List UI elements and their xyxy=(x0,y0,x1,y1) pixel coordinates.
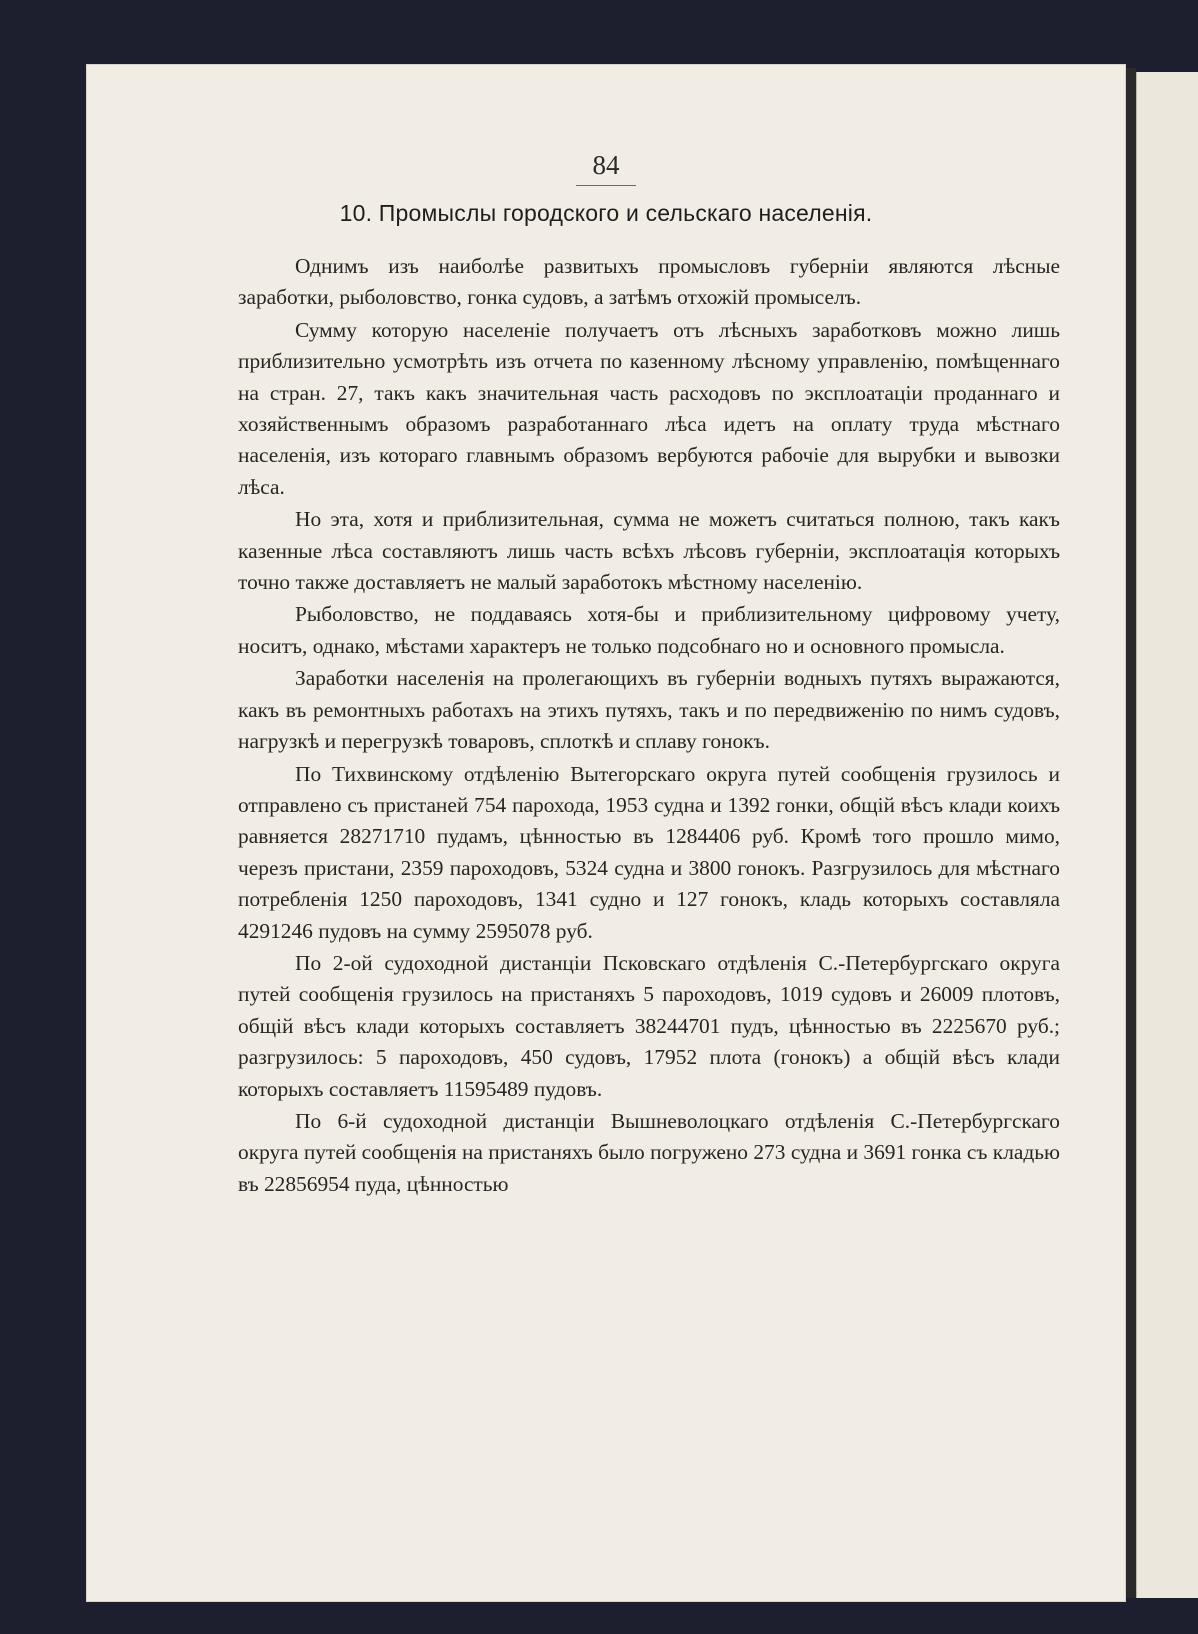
body-text xyxy=(238,251,1060,1200)
paragraph: Заработки населенія на пролегающихъ въ губерніи водныхъ путяхъ выражаются, какъ въ ремонтныхъ работахъ на этихъ путяхъ, такъ и по передвиженію по нимъ судовъ, нагрузкѣ и перегрузкѣ товаровъ, сплоткѣ и сплаву гонокъ. xyxy=(238,666,1060,754)
page-number-text: 84 xyxy=(592,150,620,180)
section-title: 10. Промыслы городского и сельскаго населенія. xyxy=(339,200,873,226)
book-spine-shadow xyxy=(1126,68,1136,1598)
paragraph: Рыболовство, не поддаваясь хотя-бы и приблизительному цифровому учету, носитъ, однако, мѣстами характеръ не только подсобнаго но и основного промысла. xyxy=(238,602,1060,658)
paragraph: Однимъ изъ наиболѣе развитыхъ промысловъ губерніи являются лѣсные заработки, рыболовство, гонка судовъ, а затѣмъ отхожій промыселъ. xyxy=(238,254,1060,310)
paragraph: Но эта, хотя и приблизительная, сумма не можетъ считаться полною, такъ какъ казенные лѣса составляютъ лишь часть всѣхъ лѣсовъ губерніи, эксплоатація которыхъ точно также доставляетъ не малый заработокъ мѣстному населенію. xyxy=(238,507,1060,595)
page-number-rule xyxy=(576,185,636,186)
paragraph: По Тихвинскому отдѣленію Вытегорскаго округа путей сообщенія грузилось и отправлено съ пристаней 754 парохода, 1953 судна и 1392 гонки, общій вѣсъ клади коихъ равняется 28271710 пудамъ, цѣнностью въ 1284406 руб. Кромѣ того прошло мимо, черезъ пристани, 2359 пароходовъ, 5324 судна и 3800 гонокъ. Разгрузилось для мѣстнаго потребленія 1250 пароходовъ, 1341 судно и 127 гонокъ, кладь которыхъ составляла 4291246 пудовъ на сумму 2595078 руб. xyxy=(238,761,1060,943)
page-number xyxy=(86,150,1126,186)
paragraph: По 2-ой судоходной дистанціи Псковскаго отдѣленія С.-Петербургскаго округа путей сообщенія грузилось на пристаняхъ 5 пароходовъ, 1019 судовъ и 26009 плотовъ, общій вѣсъ клади которыхъ составляетъ 38244701 пудъ, цѣнностью въ 2225670 руб.; разгрузилось: 5 пароходовъ, 450 судовъ, 17952 плота (гонокъ) а общій вѣсъ клади которыхъ составляетъ 11595489 пудовъ. xyxy=(238,950,1060,1101)
paragraph: По 6-й судоходной дистанціи Вышневолоцкаго отдѣленія С.-Петербургскаго округа путей сообщенія на пристаняхъ было погружено 273 судна и 3691 гонка съ кладью въ 22856954 пуда, цѣнностью xyxy=(238,1108,1060,1196)
document-page xyxy=(86,64,1126,1602)
adjacent-page-edge xyxy=(1136,72,1198,1598)
paragraph: Сумму которую населеніе получаетъ отъ лѣсныхъ заработковъ можно лишь приблизительно усмотрѣть изъ отчета по казенному лѣсному управленію, помѣщеннаго на стран. 27, такъ какъ значительная часть расходовъ по эксплоатаціи проданнаго и хозяйственнымъ образомъ разработаннаго лѣса идетъ на оплату труда мѣстнаго населенія, изъ котораго главнымъ образомъ вербуются рабочіе для вырубки и вывозки лѣса. xyxy=(238,317,1060,499)
